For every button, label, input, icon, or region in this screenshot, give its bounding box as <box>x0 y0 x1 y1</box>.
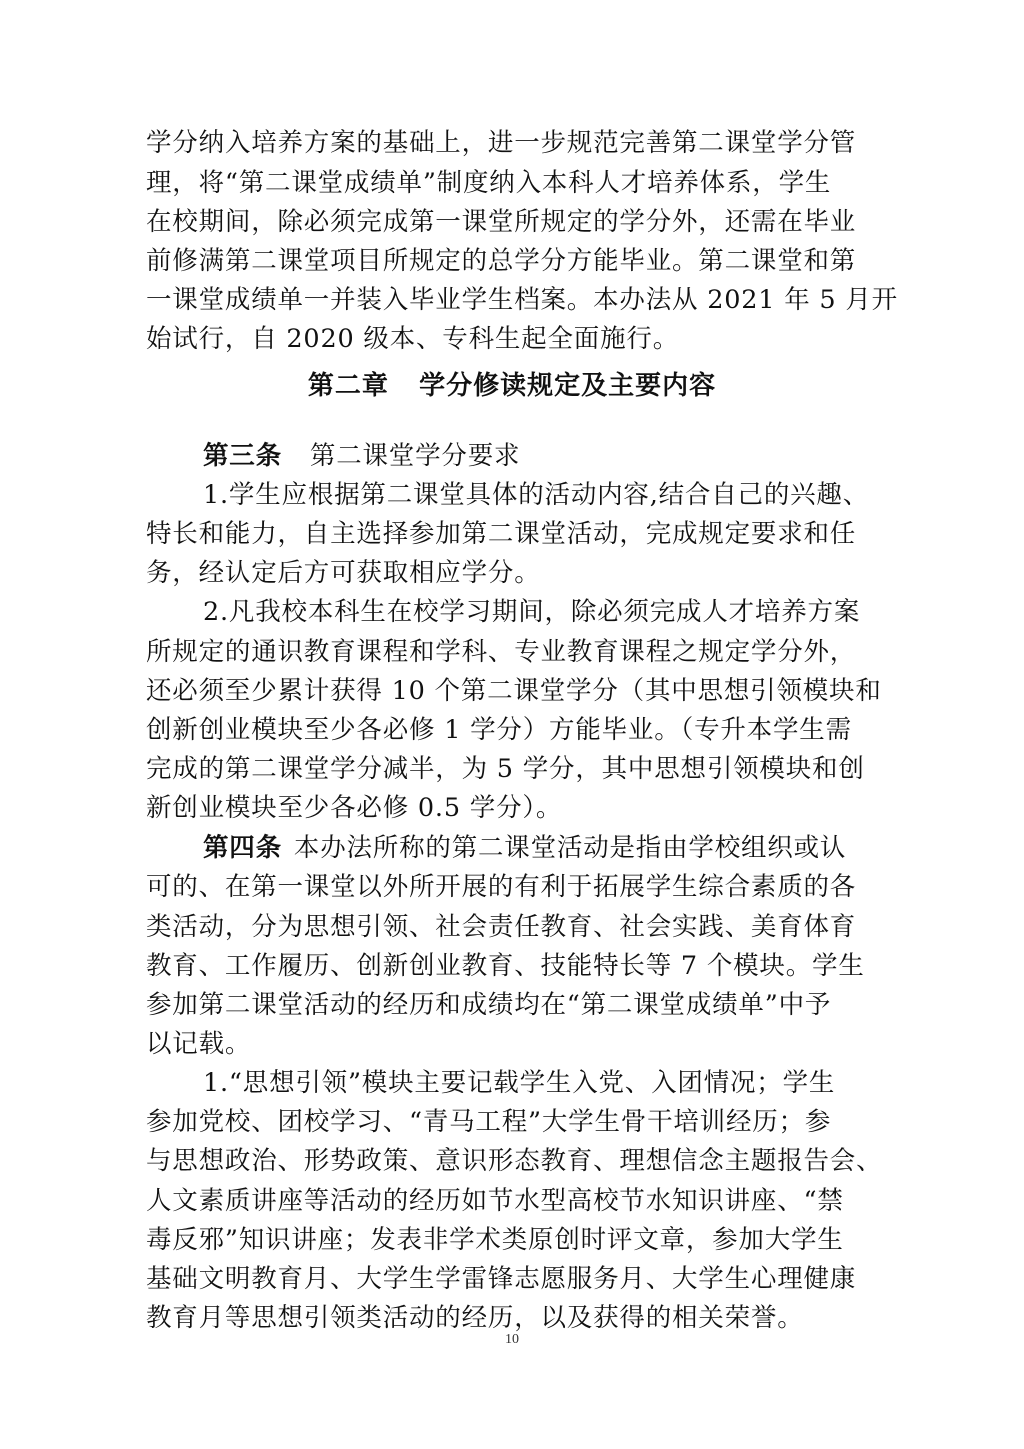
article-3-item-2-line: 完成的第二课堂学分减半，为 5 学分，其中思想引领模块和创 <box>146 753 865 784</box>
chapter-heading: 第二章 学分修读规定及主要内容 <box>307 371 717 401</box>
article-4-body-line: 以记载。 <box>146 1029 252 1060</box>
article-3-item-2-line: 所规定的通识教育课程和学科、专业教育课程之规定学分外， <box>146 636 857 667</box>
article-3-item-2-line: 还必须至少累计获得 10 个第二课堂学分（其中思想引领模块和 <box>146 675 882 706</box>
article-3-item-1-line: 特长和能力，自主选择参加第二课堂活动，完成规定要求和任 <box>146 519 857 550</box>
article-4-body-line: 参加第二课堂活动的经历和成绩均在“第二课堂成绩单”中予 <box>146 989 832 1020</box>
article-3-item-1-line: 1.学生应根据第二课堂具体的活动内容,结合自己的兴趣、 <box>203 479 870 510</box>
article-4-body-line: 类活动，分为思想引领、社会责任教育、社会实践、美育体育 <box>146 911 857 942</box>
intro-line: 理，将“第二课堂成绩单”制度纳入本科人才培养体系，学生 <box>146 167 832 198</box>
article-3-item-1-line: 务，经认定后方可获取相应学分。 <box>146 558 541 589</box>
article-3-item-2-line: 2.凡我校本科生在校学习期间，除必须完成人才培养方案 <box>203 597 861 628</box>
article-3-title: 第二课堂学分要求 <box>309 440 521 471</box>
article-4-item-1-line: 参加党校、团校学习、“青马工程”大学生骨干培训经历；参 <box>146 1107 832 1138</box>
article-4-body-line: 可的、在第一课堂以外所开展的有利于拓展学生综合素质的各 <box>146 872 857 903</box>
intro-line: 前修满第二课堂项目所规定的总学分方能毕业。第二课堂和第 <box>146 245 857 276</box>
article-3-item-2-line: 创新创业模块至少各必修 1 学分）方能毕业。（专升本学生需 <box>146 714 852 745</box>
intro-line: 在校期间，除必须完成第一课堂所规定的学分外，还需在毕业 <box>146 206 857 237</box>
article-3-label: 第三条 <box>203 440 282 471</box>
article-4-item-1-line: 人文素质讲座等活动的经历如节水型高校节水知识讲座、“禁 <box>146 1185 844 1216</box>
intro-line: 始试行，自 2020 级本、专科生起全面施行。 <box>146 324 680 355</box>
article-4-item-1-line: 教育月等思想引领类活动的经历，以及获得的相关荣誉。 <box>146 1303 804 1334</box>
intro-line: 学分纳入培养方案的基础上，进一步规范完善第二课堂学分管 <box>146 128 857 159</box>
page-number: 10 <box>505 1332 519 1347</box>
article-4-label: 第四条 <box>203 833 282 864</box>
article-4-item-1-line: 与思想政治、形势政策、意识形态教育、理想信念主题报告会、 <box>146 1146 883 1177</box>
article-4-body-line: 教育、工作履历、创新创业教育、技能特长等 7 个模块。学生 <box>146 950 865 981</box>
article-3-item-2-line: 新创业模块至少各必修 0.5 学分）。 <box>146 793 563 824</box>
article-3-heading-line <box>203 436 903 477</box>
intro-line: 一课堂成绩单一并装入毕业学生档案。本办法从 2021 年 5 月开 <box>146 285 898 316</box>
article-4-item-1-line: 毒反邪”知识讲座；发表非学术类原创时评文章，参加大学生 <box>146 1224 844 1255</box>
article-4-first-line-text: 本办法所称的第二课堂活动是指由学校组织或认 <box>293 833 847 864</box>
article-4-first-line <box>203 828 903 869</box>
article-4-item-1-line: 1.“思想引领”模块主要记载学生入党、入团情况；学生 <box>203 1068 836 1099</box>
article-4-item-1-line: 基础文明教育月、大学生学雷锋志愿服务月、大学生心理健康 <box>146 1263 857 1294</box>
